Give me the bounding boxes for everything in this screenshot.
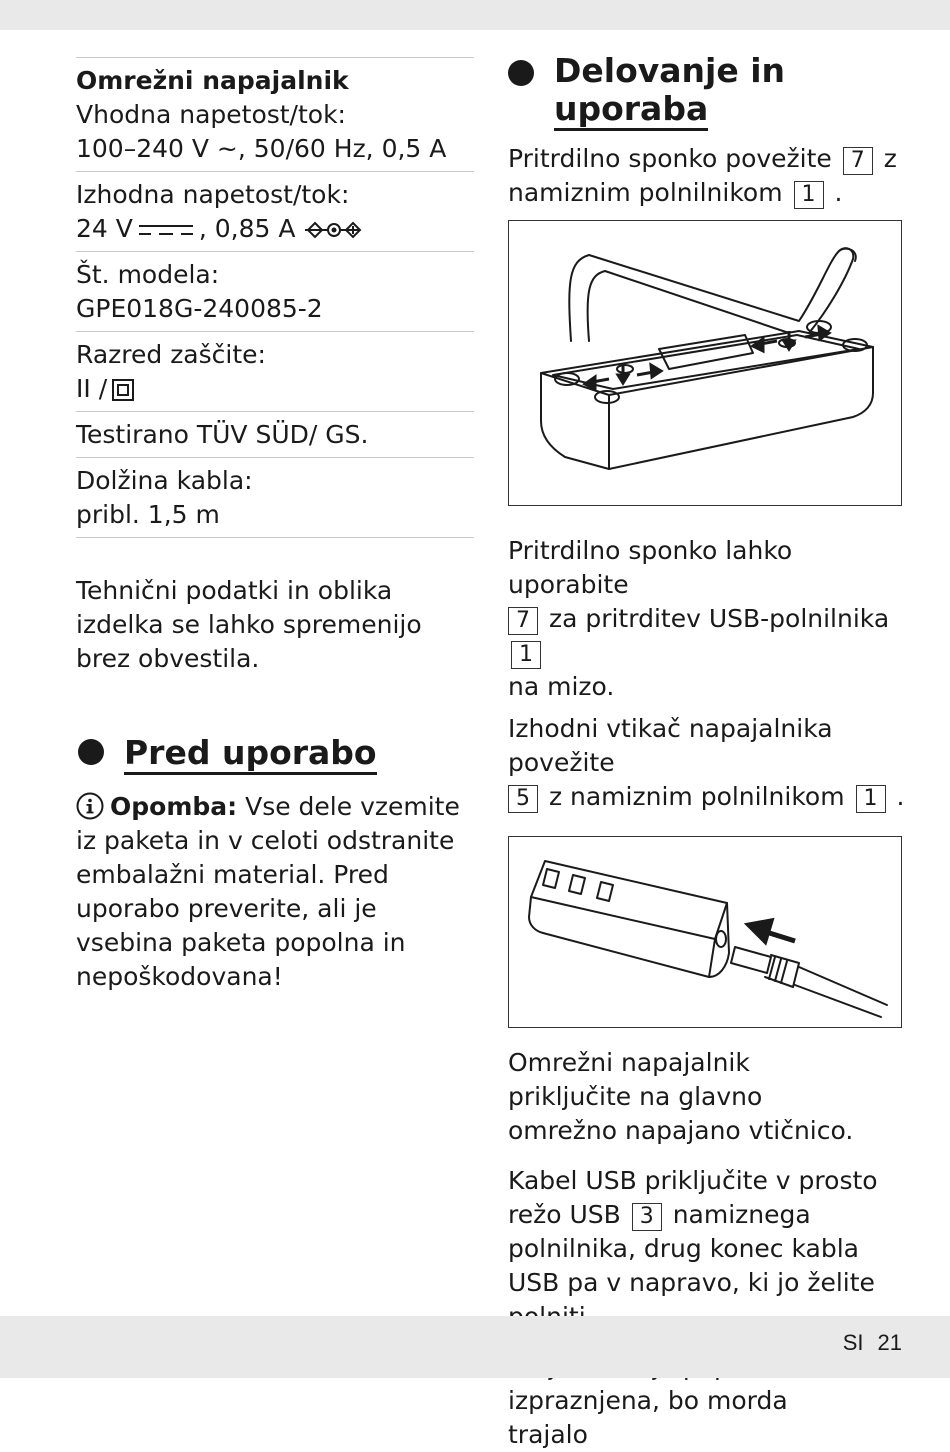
protection-label: Razred zaščite: [76, 340, 266, 369]
section-bullet [508, 60, 534, 86]
top-band [0, 0, 950, 30]
ref-5: 5 [508, 785, 538, 813]
tested-text: Testirano TÜV SÜD/ GS. [76, 420, 369, 449]
class-ii-icon [111, 378, 135, 402]
cable-value: pribl. 1,5 m [76, 500, 220, 529]
protection-class-text: II / [76, 374, 108, 403]
paragraph-mains: Omrežni napajalnik priključite na glavno omrežno napajano vtičnico. [508, 1048, 854, 1145]
dc-symbol-icon [137, 222, 195, 238]
section-operation [508, 50, 906, 128]
info-icon [76, 792, 104, 820]
ref-7: 7 [843, 147, 873, 175]
spec-table [76, 57, 474, 676]
protection-value [76, 372, 474, 406]
paragraph-usb-cable: Kabel USB priključite v prosto režo USB 3 namiznega polnilnika, drug konec kabla USB pa v napravo, ki jo želite [508, 1166, 878, 1297]
output-voltage: 24 V [76, 214, 133, 243]
spec-row-cable [76, 457, 474, 538]
paragraph-connect-plug: Izhodni vtikač napajalnika povežite 5 z namiznim polnilnikom 1 . [508, 714, 905, 811]
model-value: GPE018G-240085-2 [76, 294, 323, 323]
output-label: Izhodna napetost/tok: [76, 180, 350, 209]
section-before-use [78, 733, 377, 773]
ref-1: 1 [511, 641, 541, 669]
input-label: Vhodna napetost/tok: [76, 100, 346, 129]
cable-label: Dolžina kabla: [76, 466, 253, 495]
output-current: , 0,85 A [198, 214, 296, 243]
paragraph-clip-use: Pritrdilno sponko lahko uporabite 7 za pritrditev USB-polnilnika 1 na mizo. [508, 536, 890, 701]
section-heading-before-use: Pred uporabo [124, 733, 377, 773]
page-number: 21 [877, 1330, 902, 1355]
ref-1: 1 [794, 181, 824, 209]
spec-row-tested [76, 411, 474, 457]
charger-clip-drawing [509, 221, 901, 505]
ref-7: 7 [508, 607, 538, 635]
model-label: Št. modela: [76, 260, 220, 289]
ref-3: 3 [632, 1203, 662, 1231]
section-heading-operation: Delovanje in uporaba [554, 52, 785, 128]
page-footer [829, 1330, 902, 1356]
spec-row-protection [76, 331, 474, 411]
figure-plug-illustration [508, 836, 902, 1028]
spec-change-notice: Tehnični podatki in oblika izdelka se lahko spremenijo brez obvestila. [76, 576, 422, 673]
note-label: Opomba: [110, 792, 238, 821]
footer-language: SI [842, 1330, 864, 1355]
charger-plug-drawing [509, 837, 901, 1027]
ref-1: 1 [856, 785, 886, 813]
bottom-band [0, 1316, 950, 1378]
input-value: 100–240 V ~, 50/60 Hz, 0,5 A [76, 134, 447, 163]
output-value [76, 212, 474, 246]
note-block [76, 790, 474, 994]
figure-clip-illustration [508, 220, 902, 506]
spec-row-model [76, 251, 474, 331]
polarity-symbol-icon [301, 220, 367, 240]
paragraph-clip: Pritrdilno sponko povežite 7 z namiznim polnilnikom 1 . [508, 144, 897, 207]
section-bullet [78, 739, 104, 765]
note-text: Vse dele vzemite iz paketa in v celoti odstranite embalažni material. Pred uporabo preverite, ali je vsebina paketa popolna in nepoškodovana! [76, 792, 460, 991]
spec-title: Omrežni napajalnik [76, 66, 349, 95]
operation-column [508, 50, 906, 1452]
paragraph-battery: izpraznjena, bo morda trajalo [508, 1386, 788, 1449]
spec-row-output [76, 171, 474, 251]
spec-row-title [76, 57, 474, 171]
